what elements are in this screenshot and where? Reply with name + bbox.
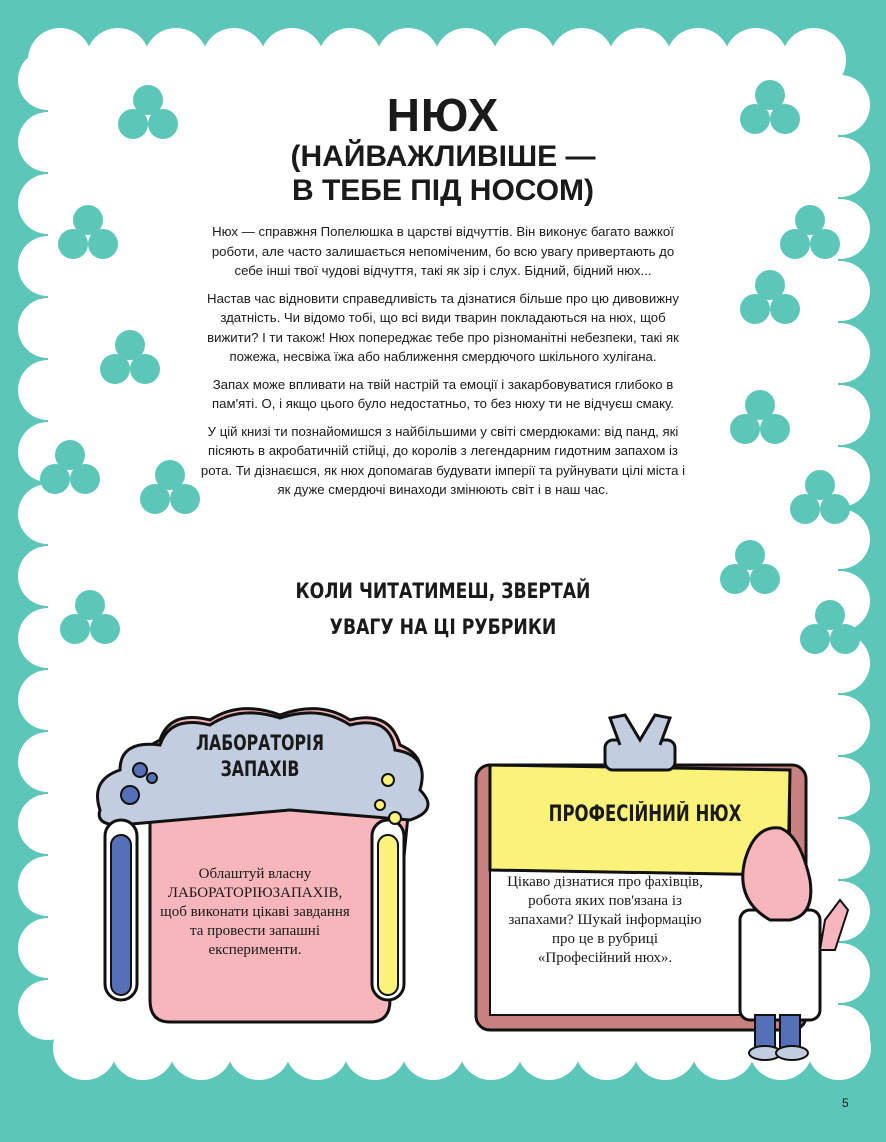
page-subtitle-line-2: В ТЕБЕ ПІД НОСОМ) bbox=[291, 174, 595, 207]
clover-decoration bbox=[740, 270, 800, 330]
rubrics-heading-line-2: УВАГУ НА ЦІ РУБРИКИ bbox=[329, 615, 557, 639]
scallop bbox=[86, 28, 150, 92]
lab-description: Облаштуй власну ЛАБОРАТОРІЮЗАПАХІВ, щоб виконати цікаві завдання та провести запашні експерименти. bbox=[160, 866, 350, 958]
page-subtitle-line-1: (НАЙВАЖЛИВІШЕ — bbox=[290, 140, 596, 173]
scallop bbox=[550, 28, 614, 92]
scallop bbox=[318, 28, 382, 92]
clover-decoration bbox=[800, 600, 860, 660]
page-title: НЮХ bbox=[386, 89, 500, 141]
intro-paragraph: У цій книзі ти познайомишся з найбільшими у світі смердюками: від панд, які пісяють в акробатичній стійці, до королів з легендарним гидотним запахом із рота. Ти дізнаєшся, як нюх допомагав будувати імперії та руйнувати цілі міста і як дуже смердючі винаходи змінюють світ і в наш час. bbox=[200, 423, 686, 497]
scallop bbox=[18, 670, 78, 730]
clover-decoration bbox=[790, 470, 850, 530]
scallop bbox=[492, 28, 556, 92]
clover-decoration bbox=[100, 330, 160, 390]
scallop bbox=[434, 28, 498, 92]
scallop bbox=[18, 732, 78, 792]
page-number: 5 bbox=[842, 1096, 849, 1110]
clover-decoration bbox=[58, 205, 118, 265]
scientist-character bbox=[740, 828, 848, 1060]
intro-paragraph: Настав час відновити справедливість та дізнатися більше про цю дивовижну здатність. Чи відомо тобі, що всі види тварин покладаються на нюх, щоб вижити? І ти також! Нюх попереджає тебе про різноманітні небезпеки, такі як пожежа, несвіжа їжа або наближення смердючого шкільного хулігана. bbox=[207, 290, 679, 364]
scallop bbox=[810, 323, 870, 383]
scallop bbox=[18, 918, 78, 978]
intro-paragraph: Нюх — справжня Попелюшка в царстві відчуттів. Він виконує багато важкої роботи, але часто залишається непоміченим, бо всю увагу привертають до себе інші твої чудові відчуття, такі як зір і слух. Бідний, бідний нюх... bbox=[211, 224, 675, 278]
scallop bbox=[608, 28, 672, 92]
intro-paragraph: Запах може впливати на твій настрій та емоції і закарбовуватися глибоко в пам'яті. О, і якщо цього було недостатньо, то без нюху ти не відчуєш смаку. bbox=[212, 376, 674, 411]
lab-title-line-2: ЗАПАХІВ bbox=[220, 757, 300, 781]
waving-hand bbox=[820, 900, 848, 950]
pro-title: ПРОФЕСІЙНИЙ НЮХ bbox=[548, 802, 742, 827]
scallop bbox=[18, 794, 78, 854]
clover-decoration bbox=[140, 460, 200, 520]
clover-decoration bbox=[780, 205, 840, 265]
scallop bbox=[18, 980, 78, 1040]
scallop bbox=[144, 28, 208, 92]
intro-text bbox=[200, 222, 686, 508]
scallop bbox=[202, 28, 266, 92]
clover-decoration bbox=[40, 440, 100, 500]
scallop bbox=[376, 28, 440, 92]
scallop bbox=[18, 856, 78, 916]
pro-description: Цікаво дізнатися про фахівців, робота яких пов'язана із запахами? Шукай інформацію про це в рубриці «Професійний нюх». bbox=[507, 874, 703, 966]
lab-title bbox=[178, 730, 343, 782]
scallop bbox=[810, 385, 870, 445]
scallop bbox=[810, 261, 870, 321]
rubrics-heading-line-1: КОЛИ ЧИТАТИМЕШ, ЗВЕРТАЙ bbox=[295, 579, 591, 603]
lab-title-line-1: ЛАБОРАТОРІЯ bbox=[195, 731, 325, 755]
scallop bbox=[260, 28, 324, 92]
scallop bbox=[18, 360, 78, 420]
clover-decoration bbox=[730, 390, 790, 450]
scallop bbox=[18, 298, 78, 358]
scallop bbox=[666, 28, 730, 92]
